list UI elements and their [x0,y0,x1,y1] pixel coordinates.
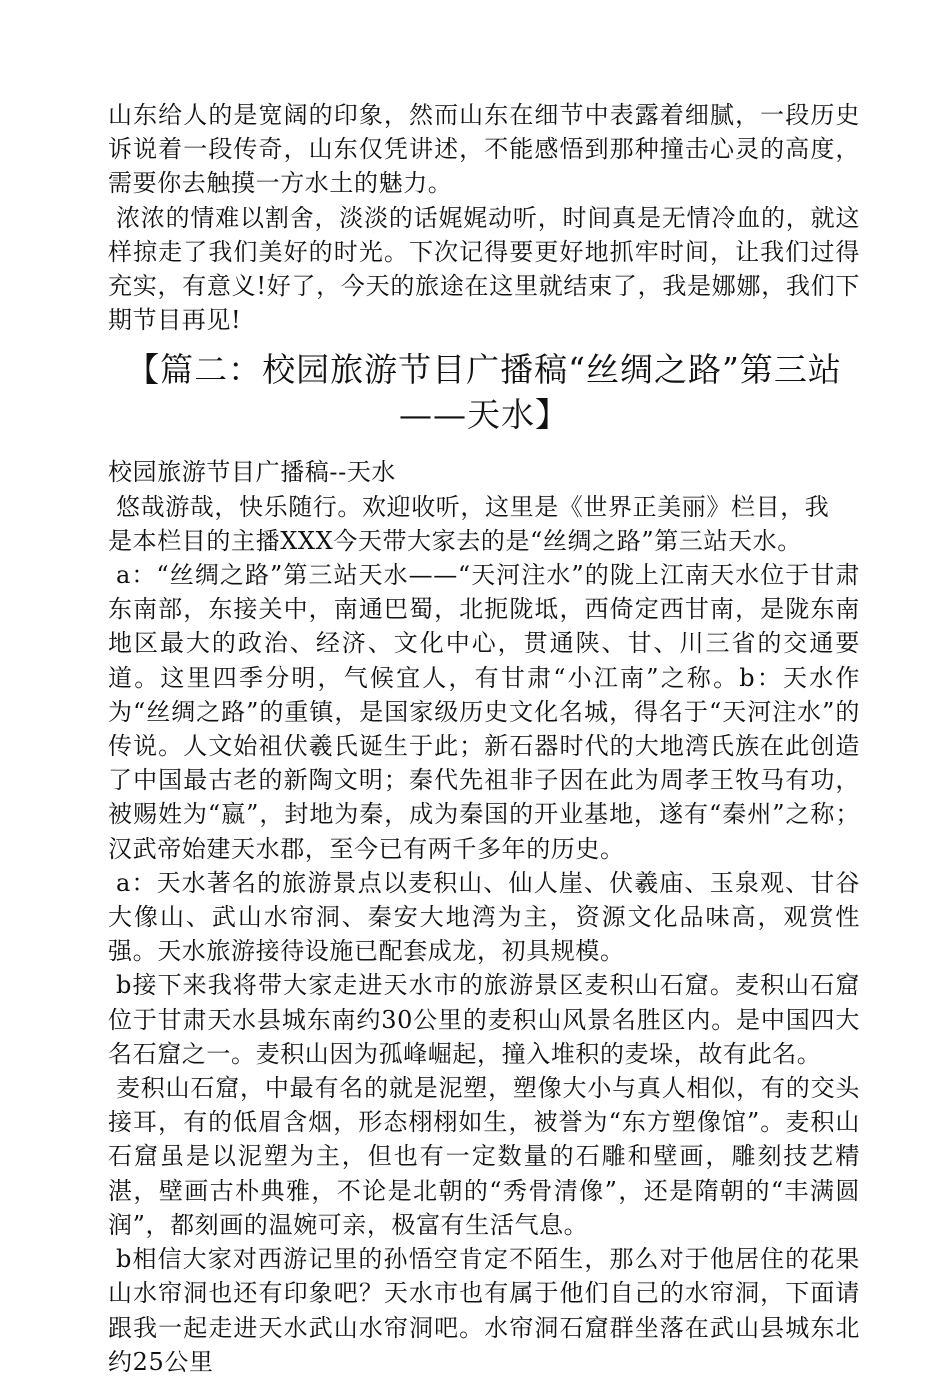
paragraph-scenic-spots: a：天水著名的旅游景点以麦积山、仙人崖、伏羲庙、玉泉观、甘谷大像山、武山水帘洞、秦安大地湾为主，资源文化品味高，观赏性强。天水旅游接待设施已配套成龙，初具规模。 [108,868,860,966]
paragraph-shandong-intro: 山东给人的是宽阔的印象，然而山东在细节中表露着细腻，一段历史诉说着一段传奇，山东仅凭讲述，不能感悟到那种撞击心灵的高度，需要你去触摸一方水土的魅力。 [108,101,860,198]
paragraph-shuiliandong: b相信大家对西游记里的孙悟空肯定不陌生，那么对于他居住的花果山水帘洞也还有印象吧？天水市也有属于他们自己的水帘洞，下面请跟我一起走进天水武山水帘洞吧。水帘洞石窟群坐落在武山县城东北约25公里 [108,1245,860,1376]
paragraph-maijishan-intro: b接下来我将带大家走进天水市的旅游景区麦积山石窟。麦积山石窟位于甘肃天水县城东南约30公里的麦积山风景名胜区内。是中国四大名石窟之一。麦积山因为孤峰崛起，撞入堆积的麦垛，故有此名。 [108,971,860,1068]
paragraph-host-intro: 是本栏目的主播XXX今天带大家去的是“丝绸之路”第三站天水。 [108,526,802,555]
section-subtitle: 校园旅游节目广播稿--天水 [108,458,397,487]
paragraph-welcome: 悠哉游哉，快乐随行。欢迎收听，这里是《世界正美丽》栏目，我 [116,492,830,521]
paragraph-tianshui-overview: a：“丝绸之路”第三站天水——“天河注水”的陇上江南天水位于甘肃东南部，东接关中，南通巴蜀，北扼陇坻，西倚定西甘南，是陇东南地区最大的政治、经济、文化中心，贯通陕、甘、川三省的交通要道。这里四季分明，气候宜人，有甘肃“小江南”之称。b：天水作为“丝绸之路”的重镇，是国家级历史文化名城，得名于“天河注水”的传说。人文始祖伏羲氏诞生于此；新石器时代的大地湾氏族在此创造了中国最古老的新陶文明；秦代先祖非子因在此为周孝王牧马有功，被赐姓为“嬴”，封地为秦，成为秦国的开业基地，遂有“秦州”之称；汉武帝始建天水郡，至今已有两千多年的历史。 [108,561,860,863]
paragraph-farewell: 浓浓的情难以割舍，淡淡的话娓娓动听，时间真是无情冷血的，就这样掠走了我们美好的时光。下次记得要更好地抓牢时间，让我们过得充实，有意义!好了，今天的旅途在这里就结束了，我是娜娜，我们下期节目再见! [108,203,860,335]
section-heading: 【篇二：校园旅游节目广播稿“丝绸之路”第三站——天水】 [126,350,842,435]
document-page [108,98,860,1379]
paragraph-maijishan-sculpture: 麦积山石窟，中最有名的就是泥塑，塑像大小与真人相似，有的交头接耳，有的低眉含烟，形态栩栩如生，被誉为“东方塑像馆”。麦积山石窟虽是以泥塑为主，但也有一定数量的石雕和壁画，雕刻技艺精湛，壁画古朴典雅，不论是北朝的“秀骨清像”，还是隋朝的“丰满圆润”，都刻画的温婉可亲，极富有生活气息。 [108,1074,860,1239]
